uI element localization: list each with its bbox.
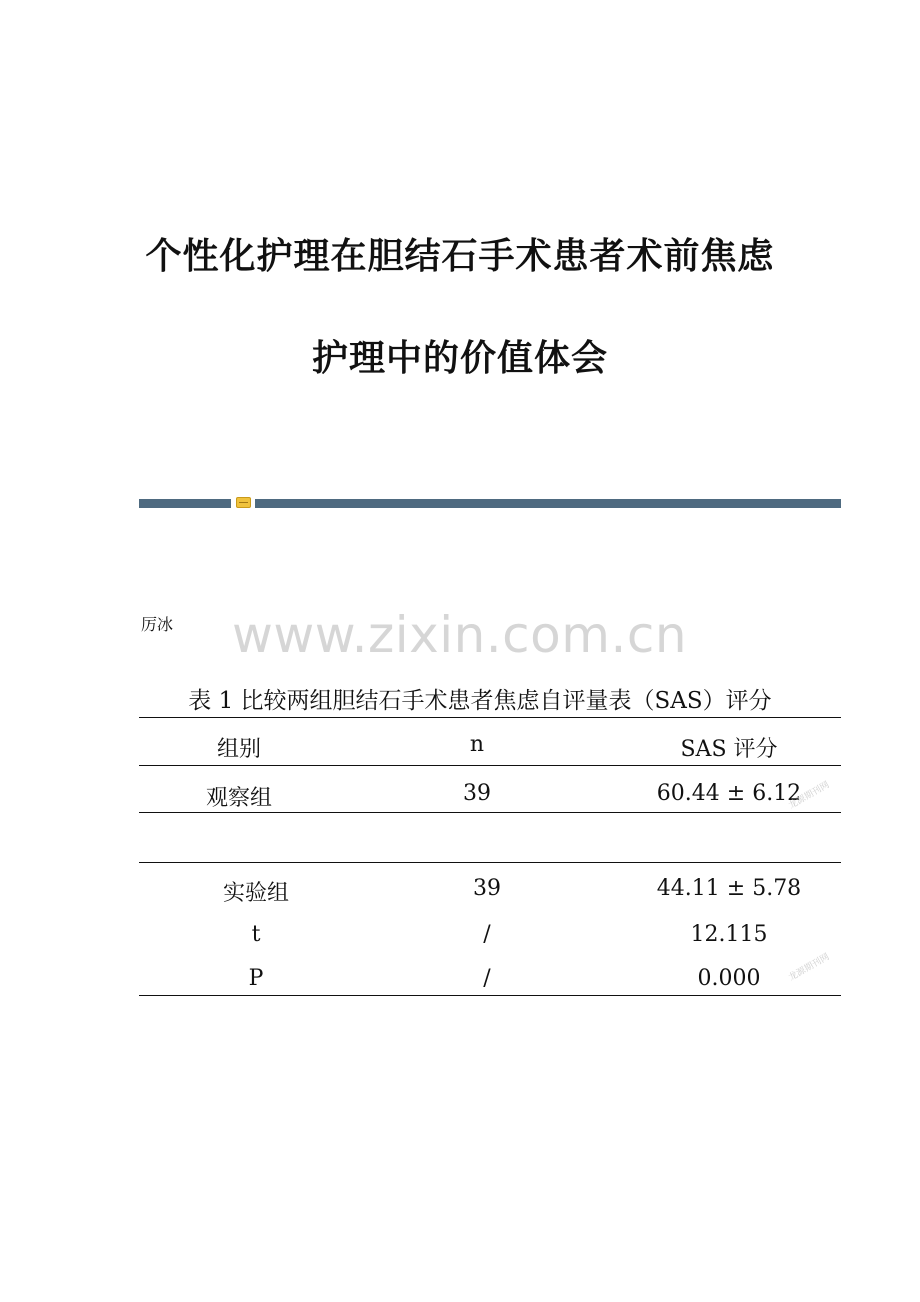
stamp-watermark: 龙源期刊网 — [787, 780, 832, 812]
divider-bar-right — [255, 499, 841, 508]
row-group-cell: t — [251, 922, 261, 947]
table-header-rule — [139, 765, 841, 766]
row-n-cell: 39 — [473, 876, 501, 901]
row-sas-cell: 60.44 ± 6.12 — [656, 781, 802, 806]
author-name: 厉冰 — [141, 615, 174, 634]
envelope-icon — [236, 497, 251, 508]
row-sas-cell: 12.115 — [690, 922, 768, 947]
row-group-cell: 实验组 — [222, 881, 289, 906]
row-n-cell: 39 — [463, 781, 491, 806]
header-n: n — [469, 732, 485, 757]
row-group-cell: 观察组 — [205, 786, 272, 811]
row-n-cell: / — [483, 966, 491, 991]
row-n-cell: / — [483, 922, 491, 947]
document-title-line-1: 个性化护理在胆结石手术患者术前焦虑 — [145, 235, 775, 277]
table-caption: 表 1 比较两组胆结石手术患者焦虑自评量表（SAS）评分 — [188, 688, 772, 714]
stamp-watermark: 龙源期刊网 — [787, 952, 832, 984]
header-group: 组别 — [216, 737, 261, 762]
section-divider — [139, 499, 841, 508]
row-sas-cell: 0.000 — [697, 966, 761, 991]
row-sas-cell: 44.11 ± 5.78 — [656, 876, 802, 901]
watermark: www.zixin.com.cn — [232, 606, 688, 664]
document-title-line-2: 护理中的价值体会 — [311, 337, 608, 379]
row-group-cell: P — [248, 966, 264, 991]
table-top-rule — [139, 717, 841, 718]
header-sas-score: SAS 评分 — [680, 737, 778, 762]
divider-bar-left — [139, 499, 231, 508]
table-row-rule — [139, 812, 841, 813]
table-row-rule — [139, 862, 841, 863]
table-bottom-rule — [139, 995, 841, 996]
